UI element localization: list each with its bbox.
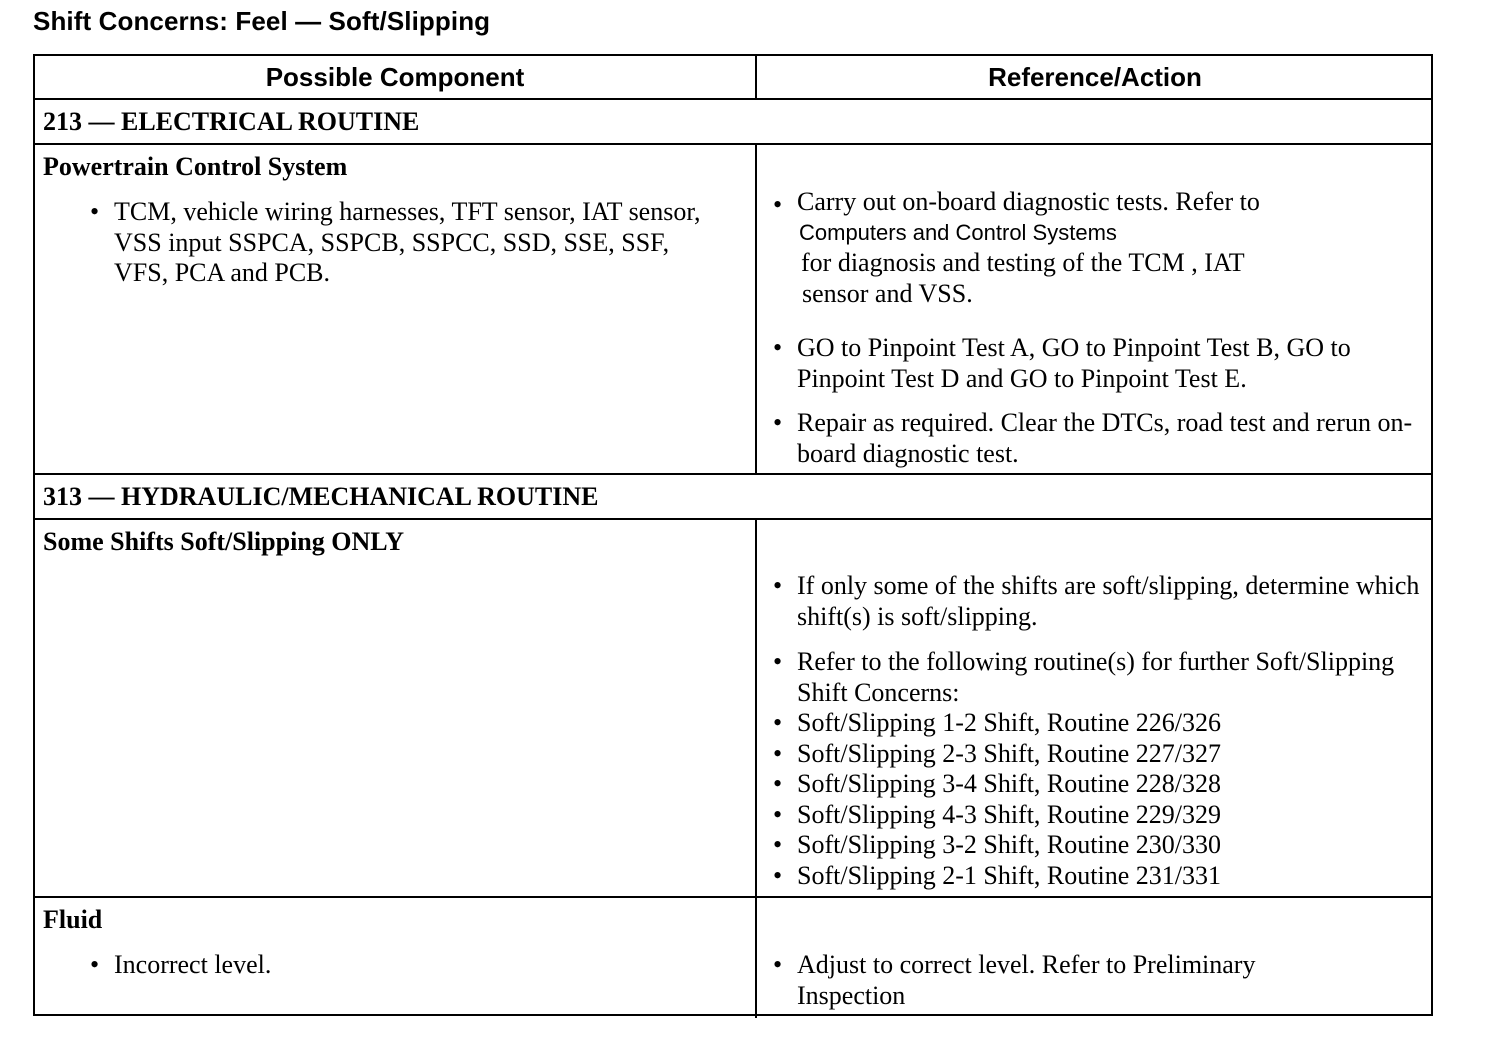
- bullet-icon: •: [773, 769, 783, 798]
- routine-item: • Soft/Slipping 2-3 Shift, Routine 227/327: [773, 738, 1221, 768]
- bullet-icon: •: [773, 799, 783, 829]
- routine-item: • Soft/Slipping 3-4 Shift, Routine 228/328: [773, 769, 1221, 798]
- bullet-icon: •: [773, 408, 783, 437]
- column-divider: [755, 145, 757, 475]
- section-heading-hydraulic: 313 — HYDRAULIC/MECHANICAL ROUTINE: [43, 482, 599, 511]
- row-divider: [35, 896, 1431, 898]
- column-divider: [755, 520, 757, 1018]
- routine-list: [773, 708, 1427, 891]
- row-divider: [35, 473, 1431, 475]
- page-title: Shift Concerns: Feel — Soft/Slipping: [33, 6, 491, 36]
- header-possible-component: Possible Component: [265, 62, 525, 92]
- bullet-icon: •: [773, 950, 783, 979]
- bullet-icon: •: [90, 197, 100, 226]
- action-adjust-level: • Adjust to correct level. Refer to Preliminary Inspection: [773, 950, 1256, 1010]
- bullet-icon: •: [773, 333, 783, 362]
- routine-item: • Soft/Slipping 4-3 Shift, Routine 229/329: [773, 799, 1221, 829]
- bullet-icon: •: [773, 738, 783, 768]
- bullet-icon: •: [773, 708, 783, 737]
- reference-computers-control: Computers and Control Systems: [799, 219, 1117, 245]
- action-pinpoint-tests: • GO to Pinpoint Test A, GO to Pinpoint Test B, GO to Pinpoint Test D and GO to Pinpoint Test E.: [773, 333, 1351, 393]
- section-heading-electrical: 213 — ELECTRICAL ROUTINE: [43, 107, 420, 136]
- row-divider: [35, 518, 1431, 520]
- action-determine-shift: • If only some of the shifts are soft/slipping, determine which shift(s) is soft/slipping.: [773, 571, 1420, 631]
- component-title-fluid: Fluid: [43, 905, 103, 934]
- routine-item: • Soft/Slipping 1-2 Shift, Routine 226/326: [773, 708, 1221, 737]
- action-carry-out-tests: • Carry out on-board diagnostic tests. Refer to Computers and Control Systems for diagnosis and testing of the TCM , IAT sensor and VSS.: [797, 187, 1417, 309]
- action-refer-routines: • Refer to the following routine(s) for further Soft/Slipping Shift Concerns:: [773, 647, 1395, 707]
- bullet-icon: •: [773, 190, 783, 219]
- action-repair-clear-dtcs: • Repair as required. Clear the DTCs, road test and rerun on-board diagnostic test.: [773, 408, 1413, 468]
- component-title-some-shifts: Some Shifts Soft/Slipping ONLY: [43, 527, 404, 556]
- routine-item: • Soft/Slipping 2-1 Shift, Routine 231/331: [773, 860, 1221, 890]
- component-title-powertrain: Powertrain Control System: [43, 152, 348, 181]
- diagnostic-table: [33, 54, 1433, 1016]
- bullet-icon: •: [773, 830, 783, 859]
- component-bullet-fluid: • Incorrect level.: [90, 950, 272, 979]
- bullet-icon: •: [773, 860, 783, 890]
- row-divider: [35, 143, 1431, 145]
- row-divider: [35, 98, 1431, 100]
- routine-item: • Soft/Slipping 3-2 Shift, Routine 230/330: [773, 830, 1221, 859]
- bullet-icon: •: [90, 950, 100, 979]
- component-bullet-powertrain: • TCM, vehicle wiring harnesses, TFT sensor, IAT sensor, VSS input SSPCA, SSPCB, SSPCC, SSD, SSE, SSF, VFS, PCA and PCB.: [90, 197, 701, 287]
- header-reference-action: Reference/Action: [988, 62, 1202, 92]
- bullet-icon: •: [773, 571, 783, 600]
- bullet-icon: •: [773, 647, 783, 676]
